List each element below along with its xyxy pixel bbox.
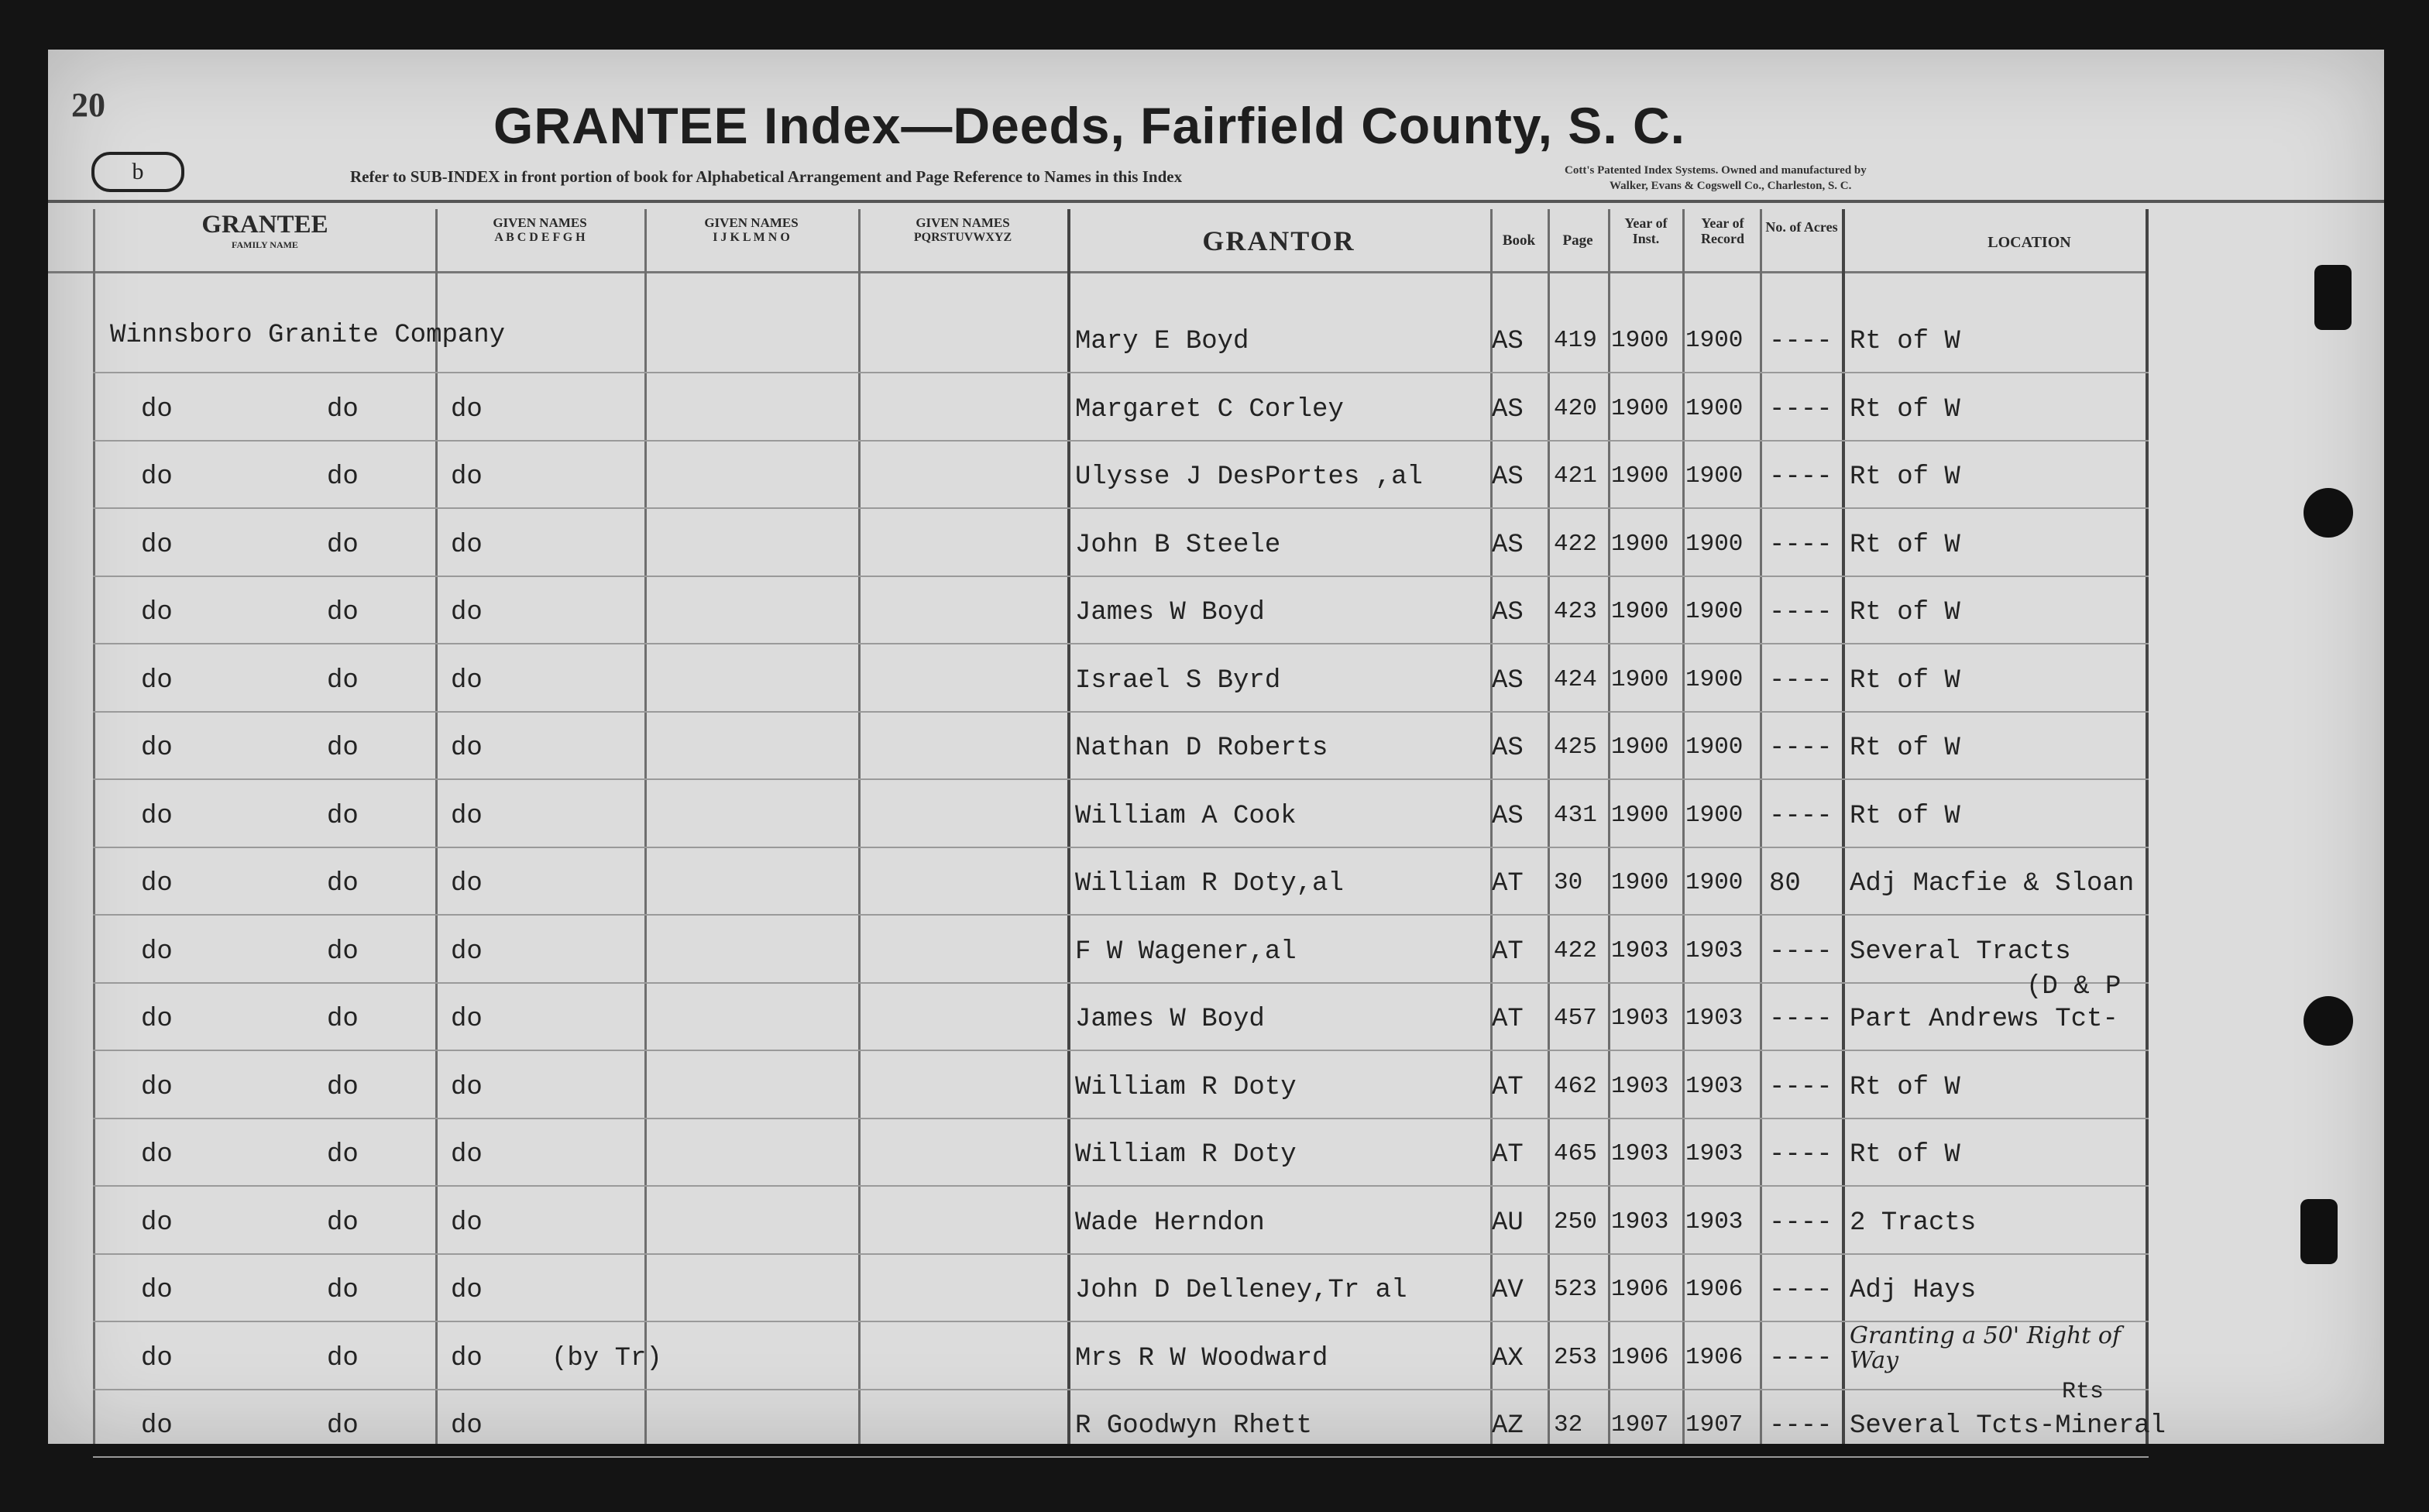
location: Granting a 50' Right of Way bbox=[1850, 1321, 2122, 1374]
ditto-family: do bbox=[141, 530, 173, 560]
ditto-given-1: do bbox=[327, 462, 359, 492]
location: Rt of W bbox=[1850, 801, 1960, 831]
ditto-given-1: do bbox=[327, 1343, 359, 1373]
ditto-family: do bbox=[141, 1208, 173, 1238]
page: 250 bbox=[1554, 1208, 1597, 1235]
ditto-given-2: do bbox=[451, 734, 483, 763]
page-number: 20 bbox=[71, 86, 105, 124]
page: 32 bbox=[1554, 1411, 1583, 1438]
acres: ---- bbox=[1769, 1140, 1833, 1170]
row-rule bbox=[93, 847, 2149, 848]
book: AV bbox=[1492, 1276, 1524, 1305]
page: 422 bbox=[1554, 530, 1597, 558]
year-record: 1900 bbox=[1685, 530, 1744, 558]
binder-slot-bottom bbox=[2300, 1199, 2338, 1264]
year-inst: 1903 bbox=[1611, 1005, 1669, 1032]
book: AS bbox=[1492, 665, 1524, 696]
page: 457 bbox=[1554, 1005, 1597, 1032]
book: AS bbox=[1492, 598, 1524, 627]
location: Part Andrews Tct- bbox=[1850, 1005, 2118, 1034]
row-rule bbox=[93, 1118, 2149, 1119]
acres: ---- bbox=[1769, 1343, 1833, 1373]
ditto-given-1: do bbox=[327, 665, 359, 696]
book: AS bbox=[1492, 530, 1524, 560]
row-rule bbox=[93, 507, 2149, 509]
book: AS bbox=[1492, 394, 1524, 424]
ditto-family: do bbox=[141, 665, 173, 696]
header-given-names-3: GIVEN NAMES PQRSTUVWXYZ bbox=[913, 215, 1012, 244]
grantor-name: William R Doty bbox=[1075, 1140, 1297, 1170]
grantor-name: Nathan D Roberts bbox=[1075, 734, 1328, 763]
acres: ---- bbox=[1769, 1276, 1833, 1305]
header-location: LOCATION bbox=[1988, 234, 2071, 251]
grantor-name: Margaret C Corley bbox=[1075, 394, 1344, 424]
book: AS bbox=[1492, 734, 1524, 763]
grantor-name: Ulysse J DesPortes ,al bbox=[1075, 462, 1423, 492]
ditto-given-1: do bbox=[327, 734, 359, 763]
page: 419 bbox=[1554, 327, 1597, 354]
location: Rt of W bbox=[1850, 462, 1960, 492]
location-note: (D & P bbox=[2026, 972, 2122, 1002]
year-inst: 1900 bbox=[1611, 598, 1669, 625]
page: 423 bbox=[1554, 598, 1597, 625]
year-record: 1903 bbox=[1685, 1140, 1744, 1167]
book: AT bbox=[1492, 869, 1524, 899]
ditto-given-2: do bbox=[451, 1411, 483, 1441]
ditto-given-2: do bbox=[451, 1140, 483, 1170]
row-rule bbox=[93, 711, 2149, 713]
col-rule-location bbox=[2146, 209, 2149, 1444]
year-inst: 1900 bbox=[1611, 530, 1669, 558]
page: 253 bbox=[1554, 1343, 1597, 1371]
year-inst: 1900 bbox=[1611, 665, 1669, 693]
ditto-family: do bbox=[141, 1343, 173, 1373]
book: AZ bbox=[1492, 1411, 1524, 1441]
ditto-family: do bbox=[141, 598, 173, 627]
binder-hole-lower bbox=[2304, 996, 2353, 1046]
year-record: 1903 bbox=[1685, 1072, 1744, 1100]
ditto-given-1: do bbox=[327, 530, 359, 560]
grantor-name: John D Delleney,Tr al bbox=[1075, 1276, 1407, 1305]
grantor-name: Mary E Boyd bbox=[1075, 327, 1249, 356]
header-grantor: GRANTOR bbox=[1202, 225, 1355, 256]
col-rule-record bbox=[1760, 209, 1762, 1444]
ditto-given-1: do bbox=[327, 394, 359, 424]
acres: ---- bbox=[1769, 1072, 1833, 1102]
col-rule-acres bbox=[1842, 209, 1845, 1444]
publisher-line-2: Walker, Evans & Cogswell Co., Charleston, S. C. bbox=[1610, 180, 1852, 192]
grantee-extra: (by Tr) bbox=[551, 1343, 662, 1373]
acres: ---- bbox=[1769, 665, 1833, 696]
location: 2 Tracts bbox=[1850, 1208, 1977, 1238]
ditto-family: do bbox=[141, 869, 173, 899]
page: 421 bbox=[1554, 462, 1597, 490]
binder-hole-upper bbox=[2304, 488, 2353, 538]
row-rule bbox=[93, 1050, 2149, 1051]
page: 425 bbox=[1554, 734, 1597, 761]
header-year-inst: Year of Inst. bbox=[1624, 215, 1668, 246]
year-record: 1900 bbox=[1685, 734, 1744, 761]
ditto-given-2: do bbox=[451, 869, 483, 899]
year-record: 1900 bbox=[1685, 598, 1744, 625]
year-record: 1900 bbox=[1685, 462, 1744, 490]
header-bottom-rule bbox=[48, 271, 2147, 273]
row-rule bbox=[93, 982, 2149, 984]
binder-slot-top bbox=[2314, 265, 2352, 330]
row-rule bbox=[93, 643, 2149, 644]
ditto-given-2: do bbox=[451, 936, 483, 967]
ditto-family: do bbox=[141, 936, 173, 967]
grantor-name: R Goodwyn Rhett bbox=[1075, 1411, 1313, 1441]
ditto-given-2: do bbox=[451, 1343, 483, 1373]
ditto-given-2: do bbox=[451, 462, 483, 492]
row-rule bbox=[93, 778, 2149, 780]
ditto-given-2: do bbox=[451, 1005, 483, 1034]
book: AT bbox=[1492, 1005, 1524, 1034]
index-tab-letter: b bbox=[91, 152, 184, 192]
grantor-name: John B Steele bbox=[1075, 530, 1281, 560]
year-record: 1900 bbox=[1685, 801, 1744, 829]
grantor-name: Israel S Byrd bbox=[1075, 665, 1281, 696]
year-inst: 1900 bbox=[1611, 734, 1669, 761]
ditto-given-2: do bbox=[451, 394, 483, 424]
ditto-given-1: do bbox=[327, 1276, 359, 1305]
location: Several Tracts bbox=[1850, 936, 2071, 967]
header-book: Book bbox=[1502, 232, 1536, 249]
acres: ---- bbox=[1769, 936, 1833, 967]
ditto-family: do bbox=[141, 1276, 173, 1305]
ditto-given-1: do bbox=[327, 598, 359, 627]
location: Rt of W bbox=[1850, 734, 1960, 763]
ditto-family: do bbox=[141, 1005, 173, 1034]
row-rule bbox=[93, 914, 2149, 916]
page: 431 bbox=[1554, 801, 1597, 829]
ditto-family: do bbox=[141, 734, 173, 763]
acres: ---- bbox=[1769, 734, 1833, 763]
row-rule bbox=[93, 1389, 2149, 1390]
location: Rt of W bbox=[1850, 598, 1960, 627]
acres: ---- bbox=[1769, 462, 1833, 492]
col-rule-page bbox=[1608, 209, 1610, 1444]
page: 465 bbox=[1554, 1140, 1597, 1167]
row-rule bbox=[93, 1253, 2149, 1255]
ditto-family: do bbox=[141, 394, 173, 424]
location: Adj Hays bbox=[1850, 1276, 1977, 1305]
header-acres: No. of Acres bbox=[1765, 219, 1838, 235]
book: AT bbox=[1492, 1140, 1524, 1170]
acres: ---- bbox=[1769, 598, 1833, 627]
acres: ---- bbox=[1769, 1411, 1833, 1441]
page: 424 bbox=[1554, 665, 1597, 693]
grantee-name: Winnsboro Granite Company bbox=[110, 321, 506, 350]
grantor-name: Mrs R W Woodward bbox=[1075, 1343, 1328, 1373]
acres: ---- bbox=[1769, 327, 1833, 356]
page-title: GRANTEE Index—Deeds, Fairfield County, S. C. bbox=[493, 97, 1685, 154]
book: AT bbox=[1492, 1072, 1524, 1102]
col-rule-grantee bbox=[435, 209, 438, 1444]
refer-note: Refer to SUB-INDEX in front portion of book for Alphabetical Arrangement and Page Reference to Names in this Index bbox=[350, 167, 1183, 186]
year-record: 1903 bbox=[1685, 1005, 1744, 1032]
book: AS bbox=[1492, 327, 1524, 356]
col-rule-left bbox=[93, 209, 95, 1444]
book: AS bbox=[1492, 462, 1524, 492]
col-rule-given-1 bbox=[644, 209, 647, 1444]
grantor-name: William R Doty,al bbox=[1075, 869, 1344, 899]
acres: ---- bbox=[1769, 394, 1833, 424]
publisher-line-1: Cott's Patented Index Systems. Owned and manufactured by bbox=[1565, 164, 1867, 177]
location: Rt of W bbox=[1850, 327, 1960, 356]
year-record: 1907 bbox=[1685, 1411, 1744, 1438]
ditto-given-1: do bbox=[327, 1072, 359, 1102]
location-note: Rts bbox=[2062, 1379, 2104, 1405]
location: Rt of W bbox=[1850, 530, 1960, 560]
ditto-given-1: do bbox=[327, 1208, 359, 1238]
ditto-given-1: do bbox=[327, 936, 359, 967]
year-inst: 1900 bbox=[1611, 462, 1669, 490]
grantor-name: F W Wagener,al bbox=[1075, 936, 1297, 967]
year-record: 1900 bbox=[1685, 327, 1744, 354]
year-inst: 1907 bbox=[1611, 1411, 1669, 1438]
acres: 80 bbox=[1769, 869, 1801, 899]
row-rule bbox=[93, 576, 2149, 577]
acres: ---- bbox=[1769, 1005, 1833, 1034]
year-inst: 1906 bbox=[1611, 1276, 1669, 1303]
year-inst: 1900 bbox=[1611, 869, 1669, 896]
grantor-name: Wade Herndon bbox=[1075, 1208, 1265, 1238]
location: Rt of W bbox=[1850, 665, 1960, 696]
location: Adj Macfie & Sloan bbox=[1850, 869, 2135, 899]
year-inst: 1903 bbox=[1611, 1140, 1669, 1167]
year-inst: 1900 bbox=[1611, 801, 1669, 829]
ditto-family: do bbox=[141, 801, 173, 831]
header-given-names-1: GIVEN NAMES A B C D E F G H bbox=[493, 215, 587, 244]
year-record: 1903 bbox=[1685, 1208, 1744, 1235]
year-inst: 1903 bbox=[1611, 1208, 1669, 1235]
ditto-family: do bbox=[141, 1411, 173, 1441]
location: Several Tcts-Mineral bbox=[1850, 1411, 2166, 1441]
page: 462 bbox=[1554, 1072, 1597, 1100]
ditto-given-1: do bbox=[327, 1411, 359, 1441]
row-rule bbox=[93, 440, 2149, 442]
year-record: 1900 bbox=[1685, 665, 1744, 693]
book: AX bbox=[1492, 1343, 1524, 1373]
year-inst: 1903 bbox=[1611, 1072, 1669, 1100]
location: Rt of W bbox=[1850, 1140, 1960, 1170]
grantor-name: James W Boyd bbox=[1075, 598, 1265, 627]
ditto-given-2: do bbox=[451, 1072, 483, 1102]
col-rule-book bbox=[1548, 209, 1550, 1444]
page: 30 bbox=[1554, 869, 1583, 896]
col-rule-given-3 bbox=[1067, 209, 1070, 1444]
row-rule bbox=[93, 372, 2149, 373]
col-rule-inst bbox=[1682, 209, 1685, 1444]
index-card bbox=[48, 50, 2384, 1444]
header-top-rule bbox=[48, 200, 2384, 203]
book: AT bbox=[1492, 936, 1524, 967]
year-inst: 1900 bbox=[1611, 394, 1669, 422]
page: 523 bbox=[1554, 1276, 1597, 1303]
page: 420 bbox=[1554, 394, 1597, 422]
header-year-record: Year of Record bbox=[1701, 215, 1744, 246]
ditto-family: do bbox=[141, 1072, 173, 1102]
ditto-family: do bbox=[141, 462, 173, 492]
ditto-given-2: do bbox=[451, 665, 483, 696]
year-inst: 1906 bbox=[1611, 1343, 1669, 1371]
year-record: 1903 bbox=[1685, 936, 1744, 964]
page: 422 bbox=[1554, 936, 1597, 964]
acres: ---- bbox=[1769, 530, 1833, 560]
row-rule bbox=[93, 1321, 2149, 1322]
row-rule bbox=[93, 1456, 2149, 1458]
ditto-given-2: do bbox=[451, 598, 483, 627]
ditto-family: do bbox=[141, 1140, 173, 1170]
year-inst: 1900 bbox=[1611, 327, 1669, 354]
ditto-given-1: do bbox=[327, 869, 359, 899]
book: AU bbox=[1492, 1208, 1524, 1238]
ditto-given-2: do bbox=[451, 530, 483, 560]
year-record: 1900 bbox=[1685, 869, 1744, 896]
ditto-given-1: do bbox=[327, 801, 359, 831]
year-inst: 1903 bbox=[1611, 936, 1669, 964]
header-page: Page bbox=[1562, 232, 1593, 249]
location: Rt of W bbox=[1850, 1072, 1960, 1102]
ditto-given-1: do bbox=[327, 1140, 359, 1170]
book: AS bbox=[1492, 801, 1524, 831]
grantor-name: James W Boyd bbox=[1075, 1005, 1265, 1034]
ditto-given-2: do bbox=[451, 801, 483, 831]
ditto-given-2: do bbox=[451, 1208, 483, 1238]
ditto-given-1: do bbox=[327, 1005, 359, 1034]
year-record: 1906 bbox=[1685, 1343, 1744, 1371]
col-rule-given-2 bbox=[858, 209, 861, 1444]
row-rule bbox=[93, 1185, 2149, 1187]
location: Rt of W bbox=[1850, 394, 1960, 424]
grantor-name: William A Cook bbox=[1075, 801, 1297, 831]
header-grantee: GRANTEE FAMILY NAME bbox=[201, 211, 328, 250]
ditto-given-2: do bbox=[451, 1276, 483, 1305]
grantor-name: William R Doty bbox=[1075, 1072, 1297, 1102]
header-given-names-2: GIVEN NAMES I J K L M N O bbox=[704, 215, 799, 244]
year-record: 1906 bbox=[1685, 1276, 1744, 1303]
acres: ---- bbox=[1769, 1208, 1833, 1238]
acres: ---- bbox=[1769, 801, 1833, 831]
year-record: 1900 bbox=[1685, 394, 1744, 422]
